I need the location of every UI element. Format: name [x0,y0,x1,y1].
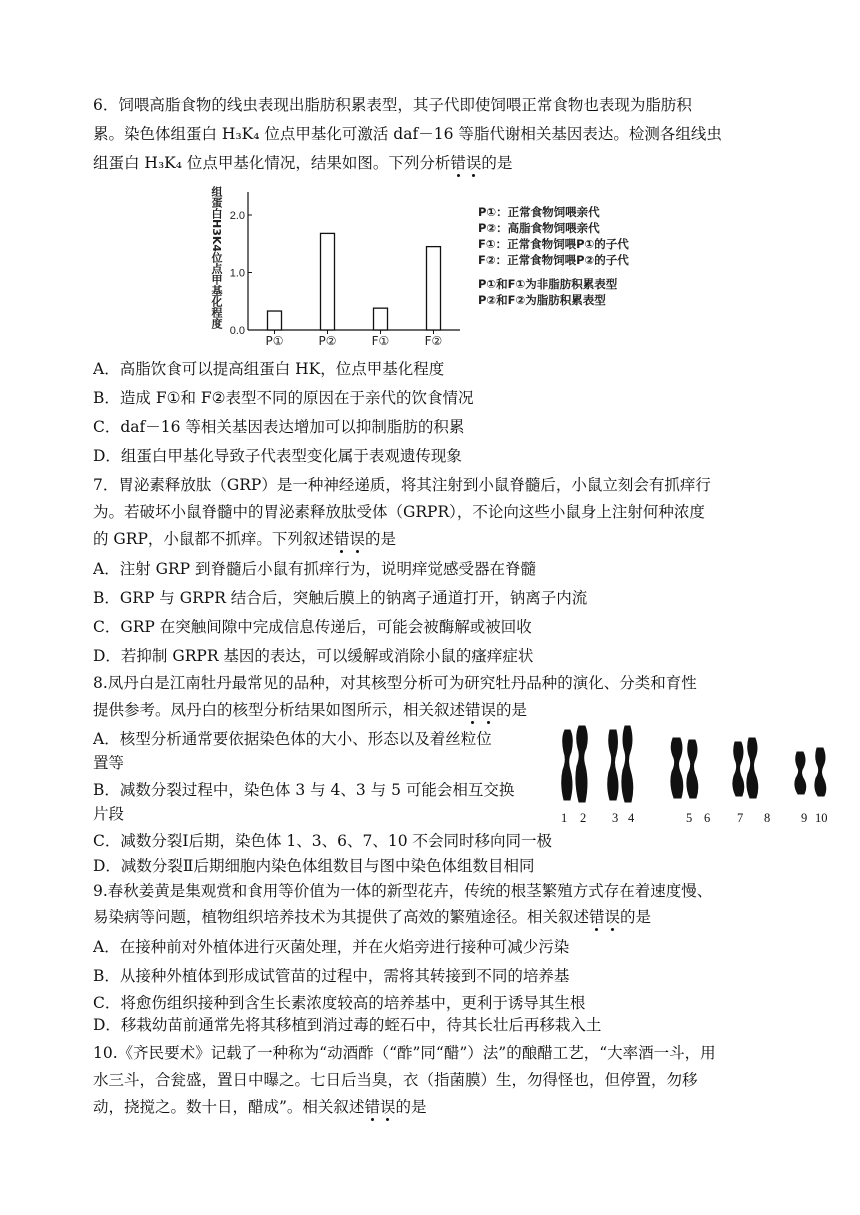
q7-stem-line-3: 的 GRP，小鼠都不抓痒。下列叙述错误的是 [93,530,396,548]
q7-option-c: C．GRP 在突触间隙中完成信息传递后，可能会被酶解或被回收 [93,618,532,636]
karyotype-figure [555,718,845,813]
q8-stem-line-2: 提供参考。凤丹白的核型分析结果如图所示，相关叙述错误的是 [93,701,528,719]
legend-entry-f2: F②：正常食物饲喂P②的子代 [478,253,629,267]
q10-stem-line-2: 水三斗，合瓮盛，置日中曝之。七日后当臭，衣（指菌膜）生，勿得怪也，但停置，勿移 [93,1071,698,1089]
legend-entry-f1: F①：正常食物饲喂P①的子代 [478,237,629,251]
q10-stem-line-1: 10.《齐民要术》记载了一种称为“动酒酢（“酢”同“醋”）法”的酿醋工艺，“大率酒一斗，用 [93,1044,716,1062]
q8-option-b-line-2: 片段 [93,805,125,823]
chromosome-1 [562,730,573,800]
q7-stem-line-2: 为。若破坏小鼠脊髓中的胃泌素释放肽受体（GRPR），不论向这些小鼠身上注射何种浓度 [93,503,705,521]
y-tick-label: 1.0 [229,267,245,280]
q8-option-b-line-1: B．减数分裂过程中，染色体 3 与 4、3 与 5 可能会相互交换 [93,781,515,799]
chromosome-9 [795,752,806,794]
legend-entry-p1: P①：正常食物饲喂亲代 [478,205,600,219]
q9-option-d: D．移栽幼苗前通常先将其移植到消过毒的蛭石中，待其长壮后再移栽入土 [93,1016,602,1034]
q9-stem-line-2: 易染病等问题，植物组织培养技术为其提供了高效的繁殖途径。相关叙述错误的是 [93,908,652,926]
chromosome-2 [576,726,587,802]
chromosome-label-2: 2 [580,811,587,825]
chromosome-label-9: 9 [801,811,808,825]
q9-option-c: C．将愈伤组织接种到含生长素浓度较高的培养基中，更利于诱导其生根 [93,994,586,1012]
q8-option-a-line-2: 置等 [93,754,125,772]
chromosome-7 [733,742,744,796]
q10-stem-line-3: 动，挠搅之。数十日，醋成”。相关叙述错误的是 [93,1098,427,1116]
chromosome-label-4: 4 [628,811,635,825]
bar [268,311,282,330]
q6-stem-line-1: 6．饲喂高脂食物的线虫表现出脂肪积累表型，其子代即使饲喂正常食物也表现为脂肪积 [93,96,692,114]
q8-option-d: D．减数分裂Ⅱ后期细胞内染色体组数目与图中染色体组数目相同 [93,857,535,875]
chromosome-label-3: 3 [612,811,619,825]
q6-option-c: C．daf－16 等相关基因表达增加可以抑制脂肪的积累 [93,418,465,436]
chart-y-axis-label: 组蛋白H3K4位点甲基化程度 [210,186,223,330]
q6-stem-line-3: 组蛋白 H₃K₄ 位点甲基化情况，结果如图。下列分析错误的是 [93,154,513,172]
legend-note-1: P①和F①为非脂肪积累表型 [478,277,618,291]
chromosome-6 [687,740,698,798]
q8-stem-line-1: 8.凤丹白是江南牡丹最常见的品种，对其核型分析可为研究牡丹品种的演化、分类和育性 [93,674,697,692]
q7-stem-line-1: 7．胃泌素释放肽（GRP）是一种神经递质，将其注射到小鼠脊髓后，小鼠立刻会有抓痒行 [93,476,711,494]
q6-option-b: B．造成 F①和 F②表型不同的原因在于亲代的饮食情况 [93,389,474,407]
chromosome-4 [622,726,633,802]
chromosome-label-6: 6 [704,811,711,825]
chromosome-label-10: 10 [815,811,828,825]
chromosome-10 [815,748,826,796]
q7-option-a: A．注射 GRP 到脊髓后小鼠有抓痒行为，说明痒觉感受器在脊髓 [93,560,537,578]
y-tick-label: 0.0 [229,325,245,337]
y-tick-label: 2.0 [229,210,245,222]
q7-option-b: B．GRP 与 GRPR 结合后，突触后膜上的钠离子通道打开，钠离子内流 [93,589,588,607]
chromosome-label-7: 7 [737,811,744,825]
chromosome-5 [671,738,683,798]
x-tick-label: P② [318,334,337,348]
chromosome-label-5: 5 [686,811,693,825]
x-tick-label: F① [371,334,390,348]
bar [427,247,441,330]
legend-entry-p2: P②：高脂食物饲喂亲代 [478,221,600,235]
q8-option-c: C．减数分裂Ⅰ后期，染色体 1、3、6、7、10 不会同时移向同一极 [93,832,553,850]
x-tick-label: F② [424,334,443,348]
x-tick-label: P① [265,334,284,348]
q9-option-b: B．从接种外植体到形成试管苗的过程中，需将其转接到不同的培养基 [93,967,570,985]
bar [374,308,388,330]
q6-option-d: D．组蛋白甲基化导致子代表型变化属于表观遗传现象 [93,447,462,465]
legend-note-2: P②和F②为脂肪积累表型 [478,293,606,307]
q8-option-a-line-1: A．核型分析通常要依据染色体的大小、形态以及着丝粒位 [93,730,492,748]
chromosome-label-8: 8 [764,811,771,825]
q6-option-a: A．高脂饮食可以提高组蛋白 HK，位点甲基化程度 [93,360,445,378]
methylation-bar-chart [222,190,467,350]
q6-stem-line-2: 累。染色体组蛋白 H₃K₄ 位点甲基化可激活 daf－16 等脂代谢相关基因表达。检测各组线虫 [93,125,722,143]
chromosome-3 [608,730,618,800]
q9-option-a: A．在接种前对外植体进行灭菌处理，并在火焰旁进行接种可减少污染 [93,938,570,956]
q7-option-d: D．若抑制 GRPR 基因的表达，可以缓解或消除小鼠的瘙痒症状 [93,647,534,665]
chromosome-label-1: 1 [561,811,568,825]
bar [321,233,335,330]
q9-stem-line-1: 9.春秋姜黄是集观赏和食用等价值为一体的新型花卉，传统的根茎繁殖方式存在着速度慢、 [93,882,713,900]
chromosome-8 [747,738,758,798]
